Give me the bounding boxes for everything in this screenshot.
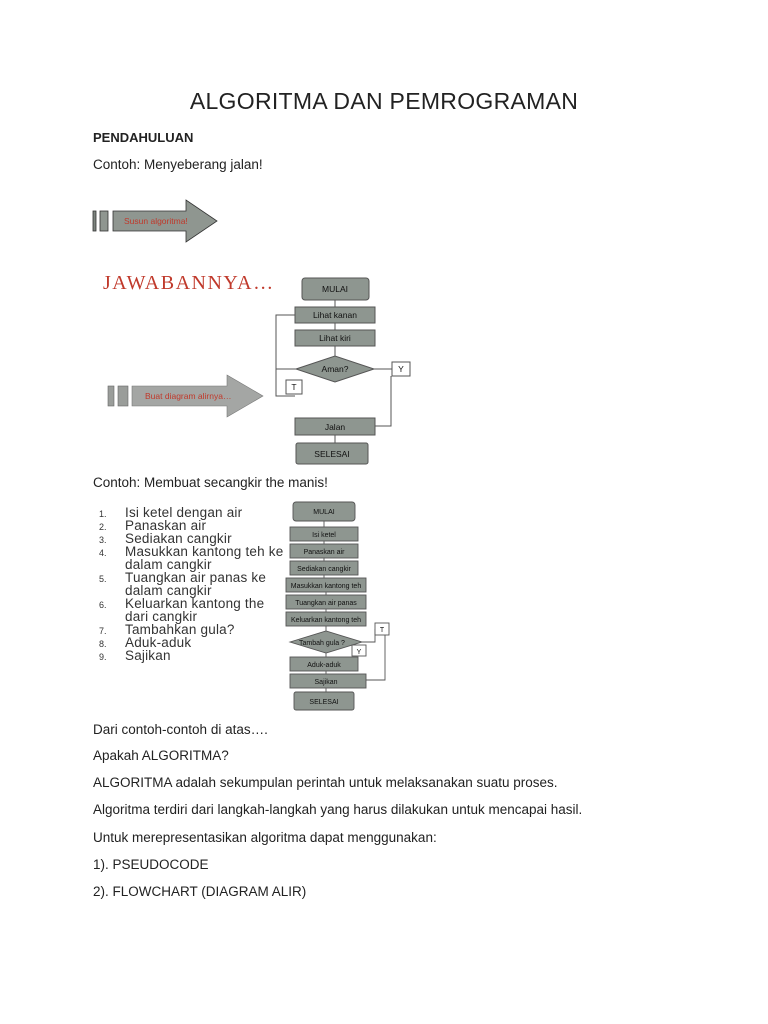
- flow2-end-label: SELESAI: [309, 699, 339, 706]
- section-heading: PENDAHULUAN: [93, 130, 194, 145]
- flow1-no-label: T: [291, 382, 297, 392]
- document-title: ALGORITMA DAN PEMROGRAMAN: [189, 88, 579, 114]
- step-item: 6. Keluarkan kantong the dari cangkir: [99, 596, 265, 624]
- step-item: 8. Aduk-aduk: [99, 635, 192, 650]
- step-item: 4. Masukkan kantong teh ke dalam cangkir: [99, 544, 284, 572]
- flow2-step8-label: Sajikan: [314, 679, 338, 686]
- flow2-decision-label: Tambah gula ?: [299, 640, 345, 647]
- step-item: 7. Tambahkan gula?: [99, 622, 235, 637]
- flow2-start-label: MULAI: [313, 509, 335, 516]
- flow2-no-label: T: [379, 627, 385, 634]
- flow2-step6-label: Keluarkan kantong teh: [290, 617, 362, 624]
- paragraph: ALGORITMA adalah sekumpulan perintah untuk melaksanakan suatu proses.: [93, 775, 558, 790]
- example2-label: Contoh: Membuat secangkir the manis!: [93, 475, 328, 490]
- step-item: 5. Tuangkan air panas ke dalam cangkir: [99, 570, 267, 598]
- flow2-step3-label: Sediakan cangkir: [297, 566, 351, 573]
- arrow1-label: Susun algoritma!: [124, 216, 188, 226]
- step-item: 9. Sajikan: [99, 648, 171, 663]
- figure-crossing-road: [0, 0, 768, 470]
- flow2-step2-label: Panaskan air: [303, 549, 345, 556]
- arrow-buat-diagram: [108, 375, 263, 417]
- paragraph: 1). PSEUDOCODE: [93, 857, 209, 872]
- arrow-susun-algoritma: [93, 200, 217, 242]
- flow1-step3-label: Jalan: [324, 422, 346, 432]
- example1-label: Contoh: Menyeberang jalan!: [93, 157, 263, 172]
- flow1-yes-label: Y: [398, 364, 404, 374]
- flow2-step5-label: Tuangkan air panas: [295, 600, 357, 607]
- flow2-step7-label: Aduk-aduk: [307, 662, 341, 669]
- step-item: 1. Isi ketel dengan air: [99, 505, 243, 520]
- paragraph: Untuk merepresentasikan algoritma dapat menggunakan:: [93, 830, 437, 845]
- step-item: 2. Panaskan air: [99, 518, 207, 533]
- flow1-start-label: MULAI: [322, 284, 348, 294]
- flow2-step1-label: Isi ketel: [312, 532, 336, 539]
- arrow2-label: Buat diagram alirnya…: [145, 391, 232, 401]
- flow1-step2-label: Lihat kiri: [319, 333, 351, 343]
- paragraph: Algoritma terdiri dari langkah-langkah yang harus dilakukan untuk mencapai hasil.: [93, 802, 583, 817]
- paragraph: 2). FLOWCHART (DIAGRAM ALIR): [93, 884, 307, 899]
- jawaban-label: JAWABANNYA…: [103, 272, 275, 294]
- flow1-decision-label: Aman?: [321, 364, 349, 374]
- paragraph: Apakah ALGORITMA?: [93, 748, 229, 763]
- figure-tea-flowchart: [0, 495, 768, 715]
- paragraph: Dari contoh-contoh di atas….: [93, 722, 268, 737]
- flow1-end-label: SELESAI: [314, 449, 350, 459]
- step-item: 3. Sediakan cangkir: [99, 531, 232, 546]
- flow1-step1-label: Lihat kanan: [313, 310, 357, 320]
- flow2-yes-label: Y: [356, 649, 362, 656]
- flow2-step4-label: Masukkan kantong teh: [290, 583, 362, 590]
